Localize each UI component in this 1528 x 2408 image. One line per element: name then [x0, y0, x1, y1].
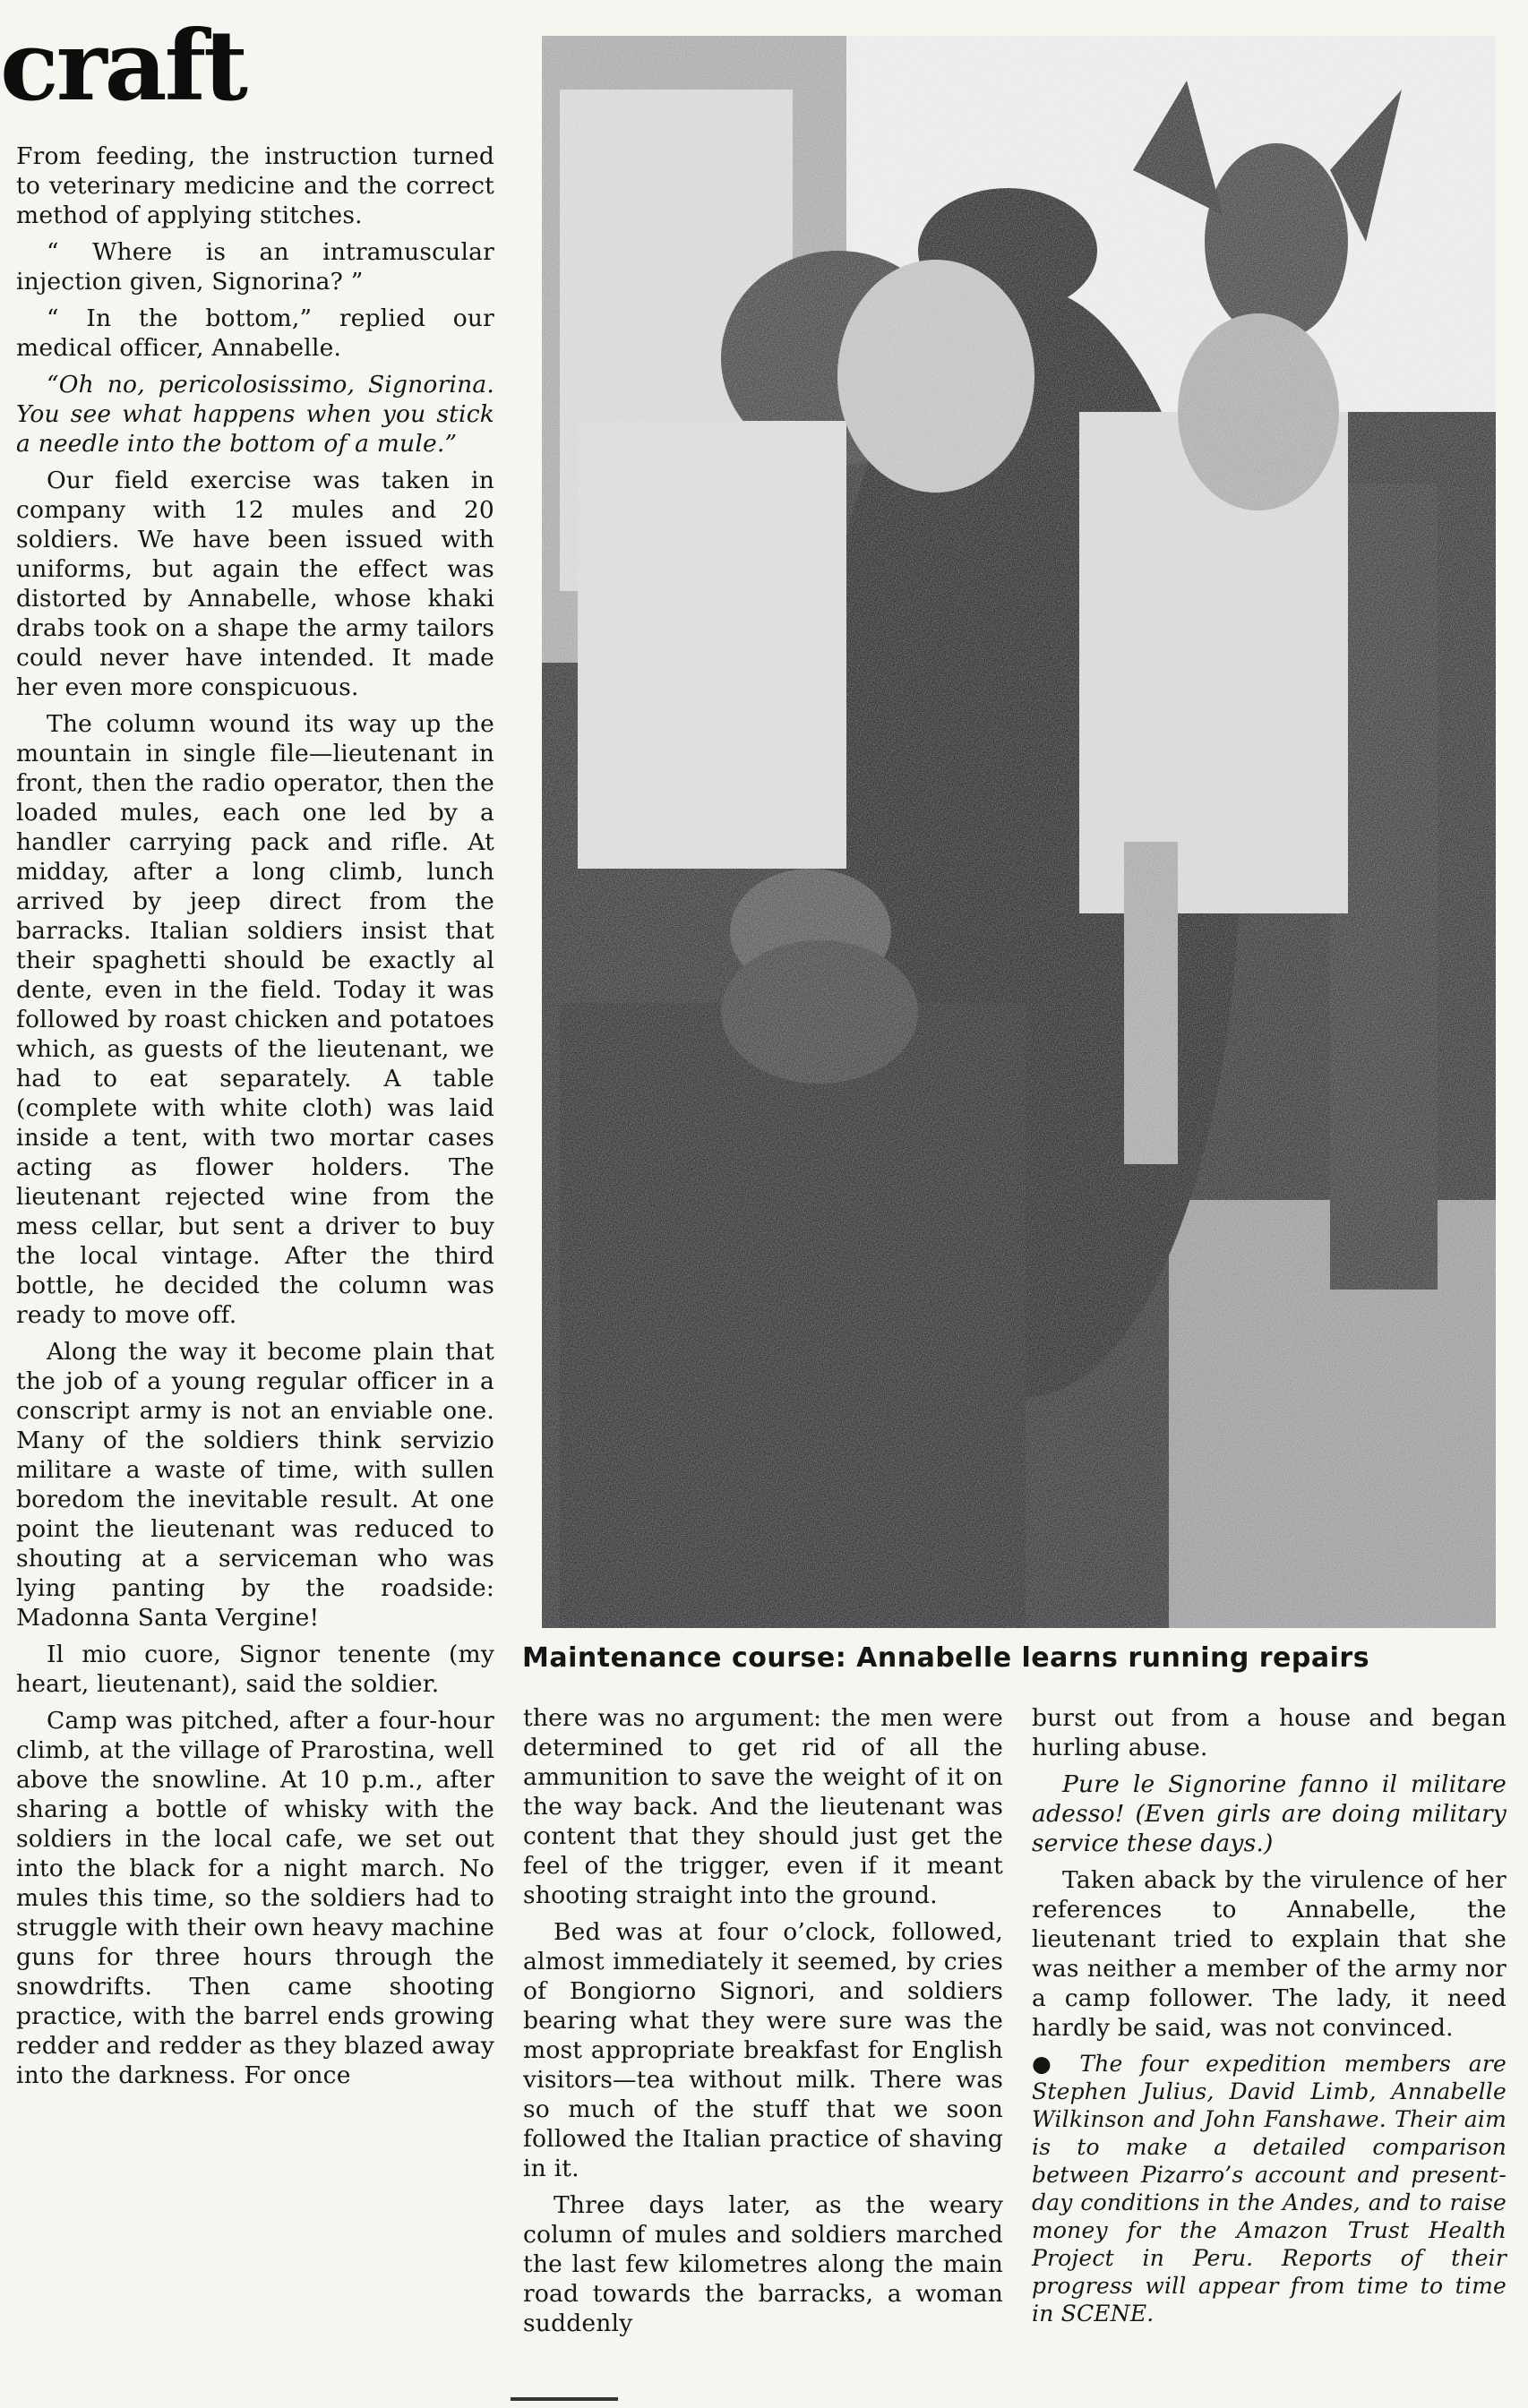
expedition-credit-note [1032, 2050, 1507, 2327]
photo-illustration [542, 36, 1496, 1628]
paragraph: From feeding, the instruction turned to veterinary medicine and the correct method of applying stitches. [16, 142, 494, 229]
paragraph: “Oh no, pericolosissimo, Signorina. You see what happens when you stick a needle into the bottom of a mule.” [16, 371, 494, 458]
paragraph: The column wound its way up the mountain in single file—lieutenant in front, then the radio operator, then the loaded mules, each one led by a handler carrying pack and rifle. At midday, after a long climb, lunch arrived by jeep direct from the barracks. Italian soldiers insist that their spaghetti should be exactly al dente, even in the field. Today it was followed by roast chicken and potatoes which, as guests of the lieutenant, we had to eat separately. A table (complete with white cloth) was laid inside a tent, with two mortar cases acting as flower holders. The lieutenant rejected wine from the mess cellar, but sent a driver to buy the local vintage. After the third bottle, he decided the column was ready to move off. [16, 710, 494, 1329]
paragraph: Our field exercise was taken in company with 12 mules and 20 soldiers. We have been issued with uniforms, but again the effect was distorted by Annabelle, whose khaki drabs took on a shape the army tailors could never have intended. It made her even more conspicuous. [16, 467, 494, 701]
paragraph: Three days later, as the weary column of mules and soldiers marched the last few kilometres along the main road towards the barracks, a woman suddenly [523, 2191, 1003, 2337]
paragraph: Il mio cuore, Signor tenente (my heart, lieutenant), said the soldier. [16, 1641, 494, 1698]
paragraph: “ In the bottom,” replied our medical officer, Annabelle. [16, 304, 494, 362]
paragraph: Camp was pitched, after a four-hour climb, at the village of Prarostina, well above the snowline. At 10 p.m., after sharing a bottle of whisky with the soldiers in the local cafe, we set out into the black for a night march. No mules this time, so the soldiers had to struggle with their own heavy machine guns for three hours through the snowdrifts. Then came shooting practice, with the barrel ends growing redder and redder as they blazed away into the darkness. For once [16, 1707, 494, 2089]
photo-caption: Maintenance course: Annabelle learns running repairs [522, 1642, 1370, 1674]
paragraph: “ Where is an intramuscular injection given, Signorina? ” [16, 238, 494, 296]
credit-text: The four expedition members are Stephen Julius, David Limb, Annabelle Wilkinson and John Fanshawe. Their aim is to make a detailed comparison between Pizarro’s account and present-day conditions in the Andes, and to raise money for the Amazon Trust Health Project in Peru. Reports of their progress will appear from time to time in SCENE. [1032, 2051, 1507, 2327]
paragraph: Bed was at four o’clock, followed, almost immediately it seemed, by cries of Bongiorno Signori, and soldiers bearing what they were sure was the most appropriate breakfast for English visitors—tea without milk. There was so much of the stuff that we soon followed the Italian practice of shaving in it. [523, 1918, 1003, 2182]
paragraph: Along the way it become plain that the job of a young regular officer in a conscript army is not an enviable one. Many of the soldiers think servizio militare a waste of time, with sullen boredom the inevitable result. At one point the lieutenant was reduced to shouting at a serviceman who was lying panting by the roadside: Madonna Santa Vergine! [16, 1338, 494, 1632]
page-edge-mark [511, 2397, 618, 2401]
article-column-3 [1032, 1703, 1507, 2335]
photo-mule-repair [542, 36, 1496, 1628]
paragraph: Taken aback by the virulence of her references to Annabelle, the lieutenant tried to explain that she was neither a member of the army nor a camp follower. The lady, it need hardly be said, was not convinced. [1032, 1866, 1507, 2042]
paragraph: there was no argument: the men were determined to get rid of all the ammunition to save the weight of it on the way back. And the lieutenant was content that they should just get the feel of the trigger, even if it meant shooting straight into the ground. [523, 1704, 1003, 1909]
article-column-1 [16, 141, 494, 2097]
paragraph: burst out from a house and began hurling abuse. [1032, 1704, 1507, 1761]
bullet-icon: ● [1032, 2051, 1080, 2077]
paragraph: Pure le Signorine fanno il militare adesso! (Even girls are doing military service these days.) [1032, 1770, 1507, 1857]
headline: craft [0, 10, 245, 123]
article-column-2 [523, 1703, 1003, 2345]
